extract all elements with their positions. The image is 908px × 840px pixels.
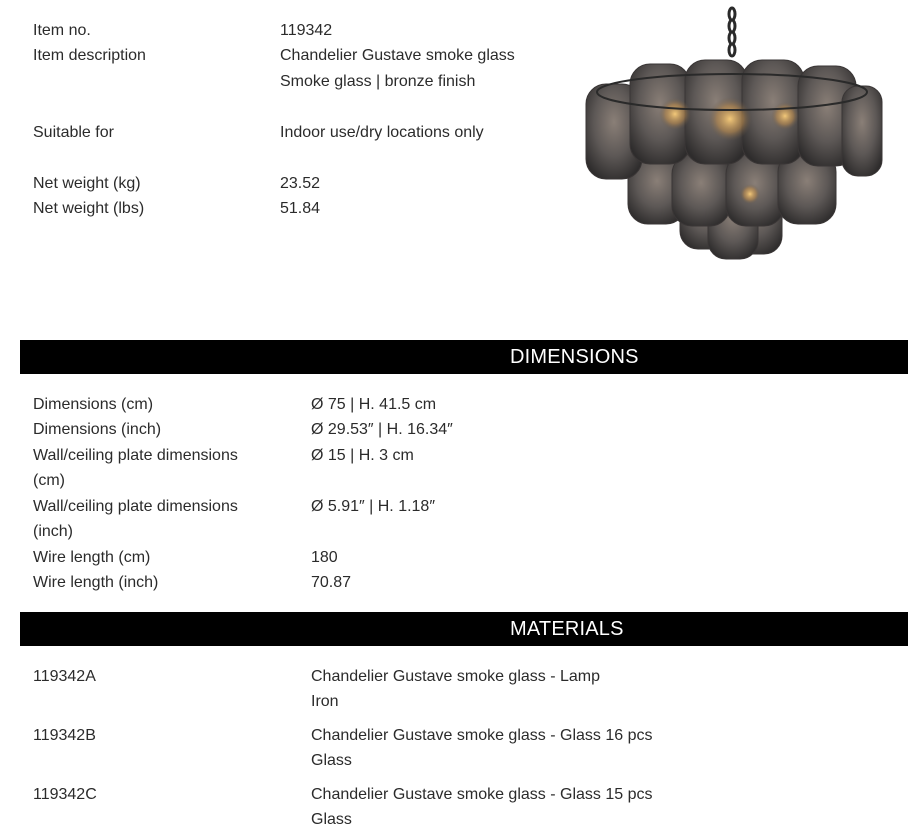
wire-length-inch-label: Wire length (inch) xyxy=(33,574,159,591)
item-description-line2: Smoke glass | bronze finish xyxy=(280,73,476,90)
materials-header xyxy=(20,612,908,646)
plate-dimensions-cm-label-line1: Wall/ceiling plate dimensions xyxy=(33,447,238,464)
wire-length-inch-value: 70.87 xyxy=(311,574,352,591)
dimensions-header xyxy=(20,340,908,374)
materials-title: MATERIALS xyxy=(510,618,624,640)
plate-dimensions-inch-label-line2: (inch) xyxy=(33,523,74,540)
material-code-c: 119342C xyxy=(33,786,97,803)
net-weight-kg-label: Net weight (kg) xyxy=(33,175,141,192)
wire-length-cm-label: Wire length (cm) xyxy=(33,549,151,566)
plate-dimensions-cm-value: Ø 15 | H. 3 cm xyxy=(311,447,414,464)
item-description-line1: Chandelier Gustave smoke glass xyxy=(280,47,515,64)
material-code-b: 119342B xyxy=(33,727,96,744)
item-no-label: Item no. xyxy=(33,22,91,39)
wire-length-cm-value: 180 xyxy=(311,549,338,566)
material-type-a: Iron xyxy=(311,693,339,710)
suitable-for-value: Indoor use/dry locations only xyxy=(280,124,484,141)
net-weight-lbs-value: 51.84 xyxy=(280,200,321,217)
material-type-b: Glass xyxy=(311,752,352,769)
dimensions-cm-value: Ø 75 | H. 41.5 cm xyxy=(311,396,437,413)
suitable-for-label: Suitable for xyxy=(33,124,114,141)
plate-dimensions-inch-label-line1: Wall/ceiling plate dimensions xyxy=(33,498,238,515)
dimensions-title: DIMENSIONS xyxy=(510,346,639,368)
chain xyxy=(729,8,735,56)
material-name-a: Chandelier Gustave smoke glass - Lamp xyxy=(311,668,601,685)
material-name-c: Chandelier Gustave smoke glass - Glass 15 pcs xyxy=(311,786,653,803)
dimensions-inch-label: Dimensions (inch) xyxy=(33,421,162,438)
dimensions-inch-value: Ø 29.53″ | H. 16.34″ xyxy=(311,421,453,438)
net-weight-kg-value: 23.52 xyxy=(280,175,321,192)
item-no-value: 119342 xyxy=(280,22,333,39)
plate-dimensions-cm-label-line2: (cm) xyxy=(33,472,65,489)
plate-dimensions-inch-value: Ø 5.91″ | H. 1.18″ xyxy=(311,498,435,515)
chandelier-product-image xyxy=(580,4,886,260)
net-weight-lbs-label: Net weight (lbs) xyxy=(33,200,145,217)
material-name-b: Chandelier Gustave smoke glass - Glass 16 pcs xyxy=(311,727,653,744)
item-description-label: Item description xyxy=(33,47,146,64)
material-type-c: Glass xyxy=(311,811,352,828)
material-code-a: 119342A xyxy=(33,668,96,685)
dimensions-cm-label: Dimensions (cm) xyxy=(33,396,154,413)
